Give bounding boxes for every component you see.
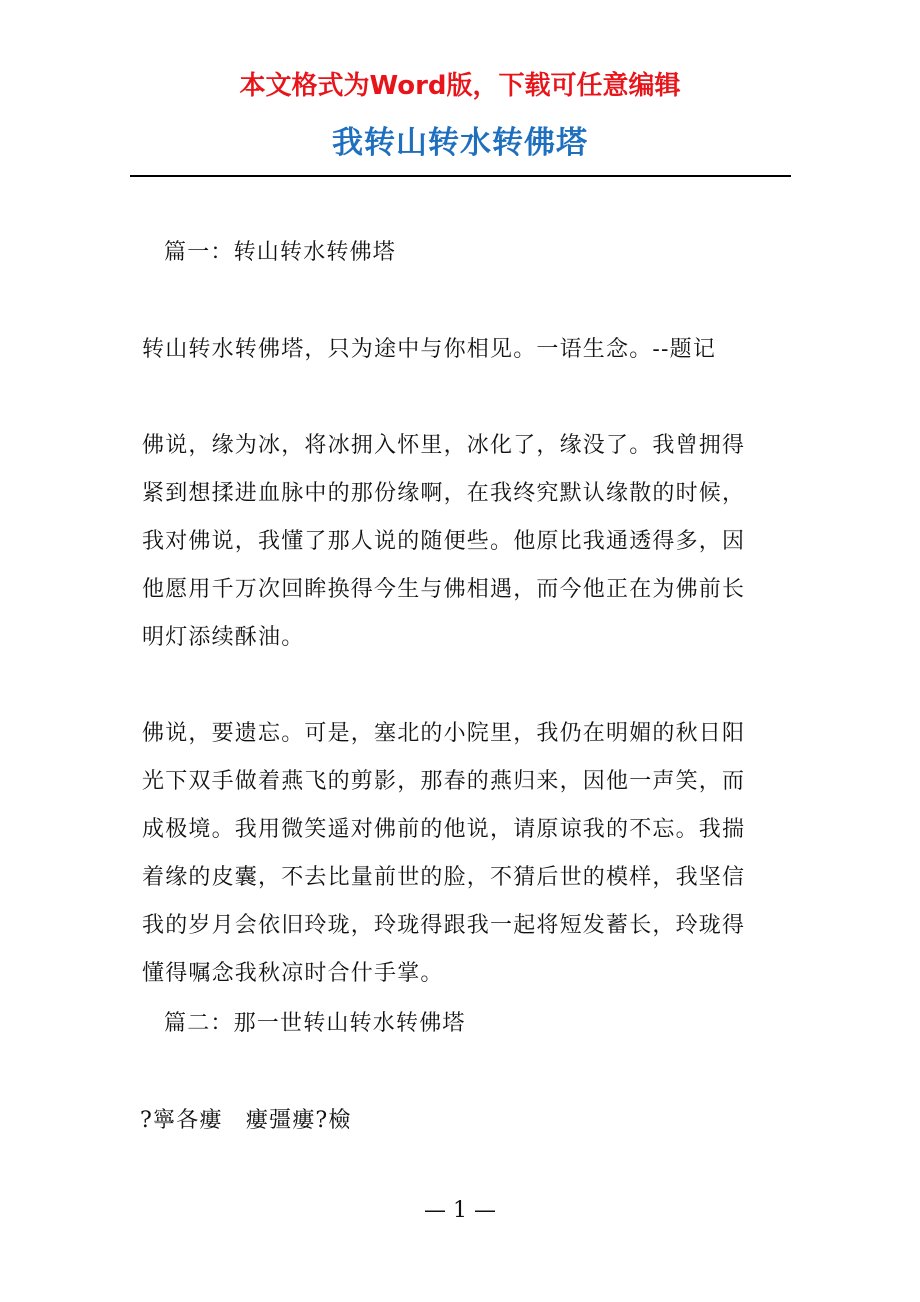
paragraph-2-line-1: 佛说，要遗忘。可是，塞北的小院里，我仍在明媚的秋日阳 (142, 721, 746, 746)
paragraph-2-line-4: 着缘的皮囊，不去比量前世的脸，不猜后世的模样，我坚信 (142, 865, 746, 890)
paragraph-2-line-3: 成极境。我用微笑遥对佛前的他说，请原谅我的不忘。我揣 (142, 817, 746, 842)
section-heading-2: 篇二：那一世转山转水转佛塔 (164, 1011, 466, 1036)
page-number: — 1 — (424, 1198, 496, 1223)
paragraph-1-line-1: 佛说，缘为冰，将冰拥入怀里，冰化了，缘没了。我曾拥得 (142, 433, 746, 458)
paragraph-1-line-2: 紧到想揉进血脉中的那份缘啊，在我终究默认缘散的时候， (142, 481, 746, 506)
paragraph-1-line-5: 明灯添续酥油。 (142, 625, 305, 650)
paragraph-2-line-5: 我的岁月会依旧玲珑，玲珑得跟我一起将短发蓄长，玲珑得 (142, 913, 746, 938)
paragraph-1-line-4: 他愿用千万次回眸换得今生与佛相遇，而今他正在为佛前长 (142, 577, 746, 602)
paragraph-2-line-2: 光下双手做着燕飞的剪影，那春的燕归来，因他一声笑，而 (142, 769, 746, 794)
document-title: 我转山转水转佛塔 (332, 125, 588, 161)
paragraph-2-line-6: 懂得嘱念我秋凉时合什手掌。 (142, 961, 444, 986)
garbled-text-line: ?寧各瘻 瘻彊瘻?檢 (140, 1108, 352, 1133)
epigraph: 转山转水转佛塔，只为途中与你相见。一语生念。--题记 (142, 337, 717, 362)
section-heading-1: 篇一：转山转水转佛塔 (164, 240, 397, 265)
title-divider (130, 175, 791, 177)
format-notice: 本文格式为Word版，下载可任意编辑 (239, 71, 681, 101)
paragraph-1-line-3: 我对佛说，我懂了那人说的随便些。他原比我通透得多，因 (142, 529, 746, 554)
